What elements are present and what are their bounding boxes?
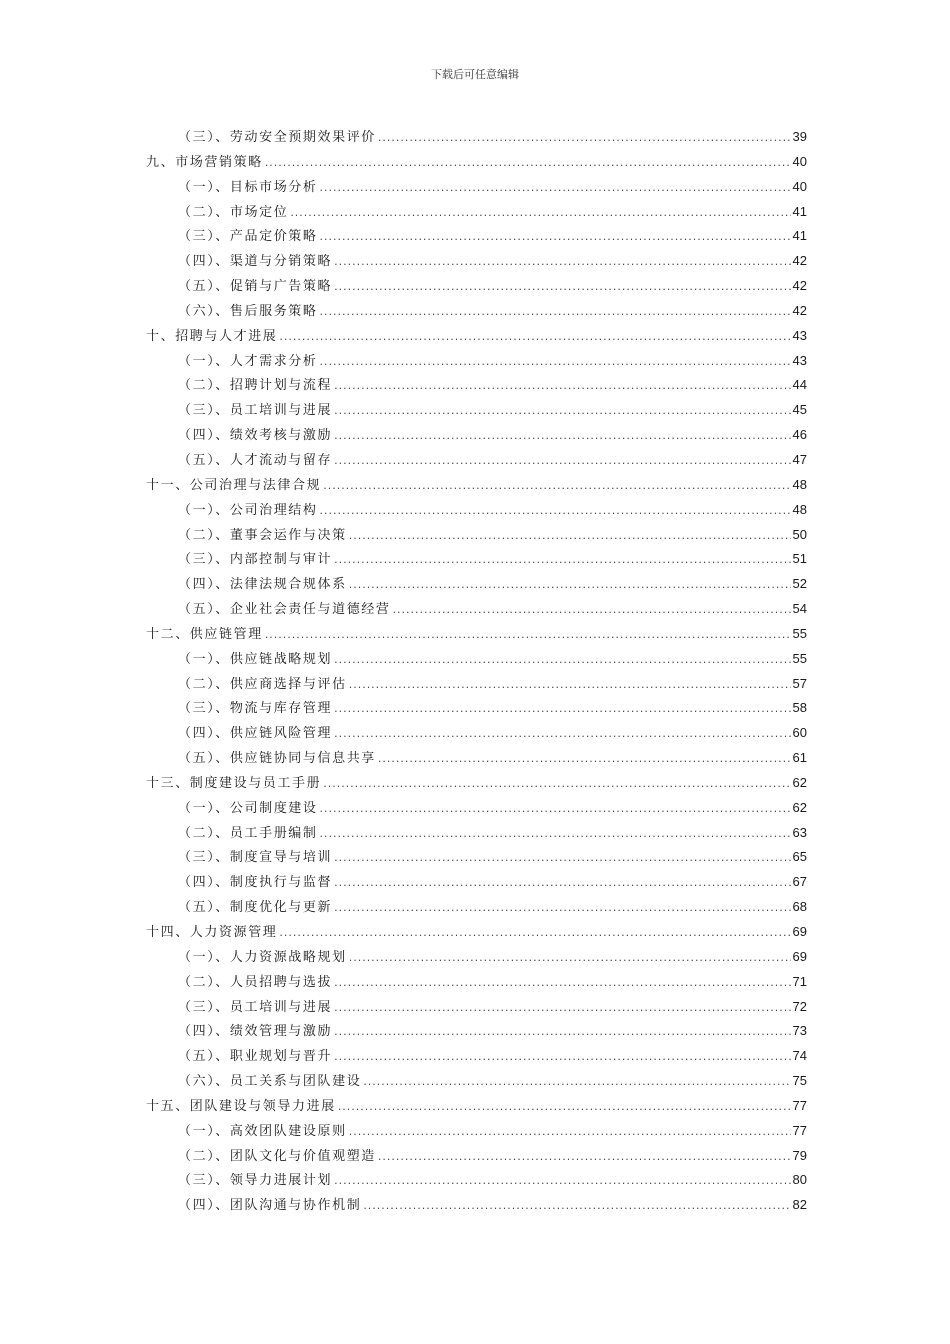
toc-section-entry[interactable]: [146, 721, 807, 746]
toc-page-number: 73: [792, 1023, 807, 1039]
toc-section-entry[interactable]: [146, 200, 807, 225]
toc-page-number: 41: [792, 203, 807, 219]
toc-section-entry[interactable]: [146, 423, 807, 448]
toc-entry-title: （六）、员工关系与团队建设: [178, 1074, 362, 1090]
toc-dot-leader: [334, 374, 790, 399]
page-header: 下载后可任意编辑: [431, 68, 519, 81]
toc-page-number: 44: [792, 377, 807, 393]
toc-entry-title: （二）、人员招聘与选拔: [178, 974, 333, 990]
toc-entry-title: （三）、内部控制与审计: [178, 552, 333, 568]
toc-page-number: 60: [792, 725, 807, 741]
toc-chapter-entry[interactable]: [146, 473, 807, 498]
toc-page-number: 67: [792, 874, 807, 890]
toc-section-entry[interactable]: [146, 224, 807, 249]
toc-dot-leader: [320, 225, 791, 250]
toc-dot-leader: [320, 176, 791, 201]
toc-dot-leader: [349, 946, 791, 971]
toc-dot-leader: [334, 1020, 790, 1045]
toc-section-entry[interactable]: [146, 547, 807, 572]
toc-section-entry[interactable]: [146, 895, 807, 920]
toc-page-number: 50: [792, 526, 807, 542]
toc-dot-leader: [334, 871, 790, 896]
toc-section-entry[interactable]: [146, 821, 807, 846]
toc-page-number: 41: [792, 228, 807, 244]
toc-entry-title: （四）、渠道与分销策略: [178, 254, 333, 270]
toc-entry-title: 十五、团队建设与领导力进展: [146, 1098, 336, 1114]
toc-section-entry[interactable]: [146, 597, 807, 622]
toc-dot-leader: [279, 921, 790, 946]
toc-entry-title: 九、市场营销策略: [146, 154, 263, 170]
toc-dot-leader: [334, 548, 790, 573]
toc-page-number: 54: [792, 601, 807, 617]
toc-entry-title: （三）、物流与库存管理: [178, 701, 333, 717]
toc-entry-title: （三）、劳动安全预期效果评价: [178, 130, 376, 145]
toc-section-entry[interactable]: [146, 175, 807, 200]
toc-page-number: 42: [792, 253, 807, 269]
toc-dot-leader: [334, 275, 790, 300]
toc-section-entry[interactable]: [146, 1144, 807, 1169]
toc-page-number: 43: [792, 327, 807, 343]
toc-page-number: 55: [792, 650, 807, 666]
toc-page-number: 61: [792, 750, 807, 766]
toc-page-number: 43: [792, 352, 807, 368]
toc-page-number: 71: [792, 973, 807, 989]
toc-page-number: 40: [792, 153, 807, 169]
toc-dot-leader: [320, 300, 791, 325]
toc-section-entry[interactable]: [146, 1193, 807, 1218]
toc-section-entry[interactable]: [146, 1119, 807, 1144]
toc-entry-title: （四）、团队沟通与协作机制: [178, 1198, 362, 1214]
toc-section-entry[interactable]: [146, 995, 807, 1020]
toc-chapter-entry[interactable]: [146, 622, 807, 647]
toc-page-number: 39: [792, 129, 807, 144]
toc-dot-leader: [323, 474, 790, 499]
toc-page-number: 42: [792, 302, 807, 318]
table-of-contents: [146, 125, 807, 1218]
toc-section-entry[interactable]: [146, 796, 807, 821]
toc-dot-leader: [320, 350, 791, 375]
toc-chapter-entry[interactable]: [146, 771, 807, 796]
toc-dot-leader: [334, 722, 790, 747]
toc-section-entry[interactable]: [146, 373, 807, 398]
toc-page-number: 79: [792, 1147, 807, 1163]
toc-entry-title: （二）、招聘计划与流程: [178, 378, 333, 394]
toc-section-entry[interactable]: [146, 1069, 807, 1094]
toc-page-number: 46: [792, 427, 807, 443]
toc-page-number: 52: [792, 576, 807, 592]
toc-dot-leader: [378, 747, 791, 772]
toc-section-entry[interactable]: [146, 845, 807, 870]
toc-entry-title: （五）、职业规划与晋升: [178, 1049, 333, 1065]
toc-dot-leader: [378, 1145, 791, 1170]
toc-entry-title: （一）、人才需求分析: [178, 353, 318, 369]
toc-dot-leader: [334, 648, 790, 673]
toc-section-entry[interactable]: [146, 647, 807, 672]
toc-dot-leader: [349, 1120, 791, 1145]
toc-section-entry[interactable]: [146, 125, 807, 150]
toc-entry-title: （五）、人才流动与留存: [178, 452, 333, 468]
toc-page-number: 47: [792, 451, 807, 467]
toc-section-entry[interactable]: [146, 746, 807, 771]
toc-entry-title: 十一、公司治理与法律合规: [146, 477, 322, 493]
toc-dot-leader: [338, 1095, 791, 1120]
toc-page-number: 80: [792, 1172, 807, 1188]
toc-dot-leader: [363, 1194, 790, 1219]
toc-entry-title: （一）、公司制度建设: [178, 800, 318, 816]
toc-page-number: 69: [792, 924, 807, 939]
toc-section-entry[interactable]: [146, 696, 807, 721]
toc-section-entry[interactable]: [146, 1019, 807, 1044]
toc-entry-title: （五）、制度优化与更新: [178, 900, 333, 916]
toc-entry-title: （三）、员工培训与进展: [178, 403, 333, 419]
toc-section-entry[interactable]: [146, 448, 807, 473]
toc-page-number: 57: [792, 675, 807, 691]
toc-section-entry[interactable]: [146, 970, 807, 995]
toc-page-number: 48: [792, 476, 807, 492]
toc-entry-title: （二）、供应商选择与评估: [178, 676, 347, 692]
toc-entry-title: 十、招聘与人才进展: [146, 328, 278, 344]
toc-entry-title: （二）、董事会运作与决策: [178, 527, 347, 543]
toc-entry-title: （一）、人力资源战略规划: [178, 949, 347, 965]
toc-section-entry[interactable]: [146, 870, 807, 895]
toc-dot-leader: [265, 151, 791, 176]
toc-page-number: 82: [792, 1197, 807, 1213]
toc-section-entry[interactable]: [146, 523, 807, 548]
toc-page-number: 75: [792, 1073, 807, 1089]
toc-page-number: 58: [792, 700, 807, 716]
toc-dot-leader: [334, 996, 790, 1021]
toc-entry-title: （四）、法律法规合规体系: [178, 577, 347, 593]
toc-section-entry[interactable]: [146, 398, 807, 423]
toc-entry-title: （三）、员工培训与进展: [178, 999, 333, 1015]
toc-entry-title: （六）、售后服务策略: [178, 303, 318, 319]
toc-section-entry[interactable]: [146, 672, 807, 697]
toc-dot-leader: [334, 846, 790, 871]
toc-entry-title: （二）、市场定位: [178, 204, 289, 220]
toc-dot-leader: [334, 424, 790, 449]
toc-entry-title: （四）、绩效管理与激励: [178, 1024, 333, 1040]
toc-page-number: 51: [792, 551, 807, 567]
toc-page-number: 45: [792, 402, 807, 418]
toc-section-entry[interactable]: [146, 249, 807, 274]
toc-dot-leader: [334, 971, 790, 996]
toc-section-entry[interactable]: [146, 1044, 807, 1069]
toc-entry-title: （四）、制度执行与监督: [178, 875, 333, 891]
toc-section-entry[interactable]: [146, 274, 807, 299]
toc-entry-title: 十三、制度建设与员工手册: [146, 775, 322, 791]
toc-section-entry[interactable]: [146, 945, 807, 970]
toc-page-number: 62: [792, 774, 807, 790]
toc-dot-leader: [349, 673, 791, 698]
toc-dot-leader: [279, 325, 790, 350]
toc-entry-title: 十四、人力资源管理: [146, 925, 278, 940]
toc-dot-leader: [349, 524, 791, 549]
toc-page-number: 42: [792, 278, 807, 294]
toc-dot-leader: [320, 797, 791, 822]
toc-dot-leader: [334, 250, 790, 275]
toc-entry-title: 十二、供应链管理: [146, 626, 263, 642]
toc-chapter-entry[interactable]: [146, 920, 807, 945]
toc-entry-title: （二）、员工手册编制: [178, 825, 318, 841]
toc-dot-leader: [334, 896, 790, 921]
toc-page-number: 55: [792, 625, 807, 641]
toc-dot-leader: [334, 1045, 790, 1070]
toc-dot-leader: [290, 201, 790, 226]
toc-dot-leader: [334, 449, 790, 474]
toc-entry-title: （三）、制度宣导与培训: [178, 850, 333, 866]
toc-page-number: 69: [792, 948, 807, 964]
toc-dot-leader: [323, 772, 790, 797]
toc-dot-leader: [320, 499, 791, 524]
toc-dot-leader: [363, 1070, 790, 1095]
toc-page-number: 68: [792, 899, 807, 915]
toc-dot-leader: [334, 1169, 790, 1194]
toc-dot-leader: [349, 573, 791, 598]
toc-dot-leader: [334, 697, 790, 722]
toc-page-number: 77: [792, 1122, 807, 1138]
toc-section-entry[interactable]: [146, 572, 807, 597]
toc-page-number: 48: [792, 501, 807, 517]
toc-dot-leader: [265, 623, 791, 648]
toc-entry-title: （三）、产品定价策略: [178, 229, 318, 245]
toc-section-entry[interactable]: [146, 1168, 807, 1193]
toc-entry-title: （三）、领导力进展计划: [178, 1173, 333, 1189]
toc-chapter-entry[interactable]: [146, 1094, 807, 1119]
toc-page-number: 63: [792, 824, 807, 840]
toc-section-entry[interactable]: [146, 498, 807, 523]
toc-entry-title: （五）、企业社会责任与道德经营: [178, 602, 391, 618]
toc-page-number: 40: [792, 178, 807, 194]
toc-chapter-entry[interactable]: [146, 324, 807, 349]
toc-page-number: 74: [792, 1048, 807, 1064]
toc-entry-title: （一）、公司治理结构: [178, 502, 318, 518]
toc-entry-title: （二）、团队文化与价值观塑造: [178, 1148, 376, 1164]
toc-entry-title: （一）、目标市场分析: [178, 179, 318, 195]
toc-section-entry[interactable]: [146, 299, 807, 324]
toc-entry-title: （五）、供应链协同与信息共享: [178, 751, 376, 767]
toc-section-entry[interactable]: [146, 349, 807, 374]
toc-entry-title: （一）、供应链战略规划: [178, 651, 333, 667]
toc-page-number: 77: [792, 1097, 807, 1113]
toc-page-number: 72: [792, 998, 807, 1014]
toc-dot-leader: [378, 126, 791, 151]
toc-dot-leader: [334, 399, 790, 424]
toc-chapter-entry[interactable]: [146, 150, 807, 175]
toc-entry-title: （四）、绩效考核与激励: [178, 428, 333, 444]
toc-entry-title: （五）、促销与广告策略: [178, 279, 333, 295]
toc-page-number: 65: [792, 849, 807, 865]
toc-page-number: 62: [792, 799, 807, 815]
toc-dot-leader: [320, 822, 791, 847]
toc-entry-title: （四）、供应链风险管理: [178, 726, 333, 742]
toc-entry-title: （一）、高效团队建设原则: [178, 1123, 347, 1139]
toc-dot-leader: [393, 598, 791, 623]
